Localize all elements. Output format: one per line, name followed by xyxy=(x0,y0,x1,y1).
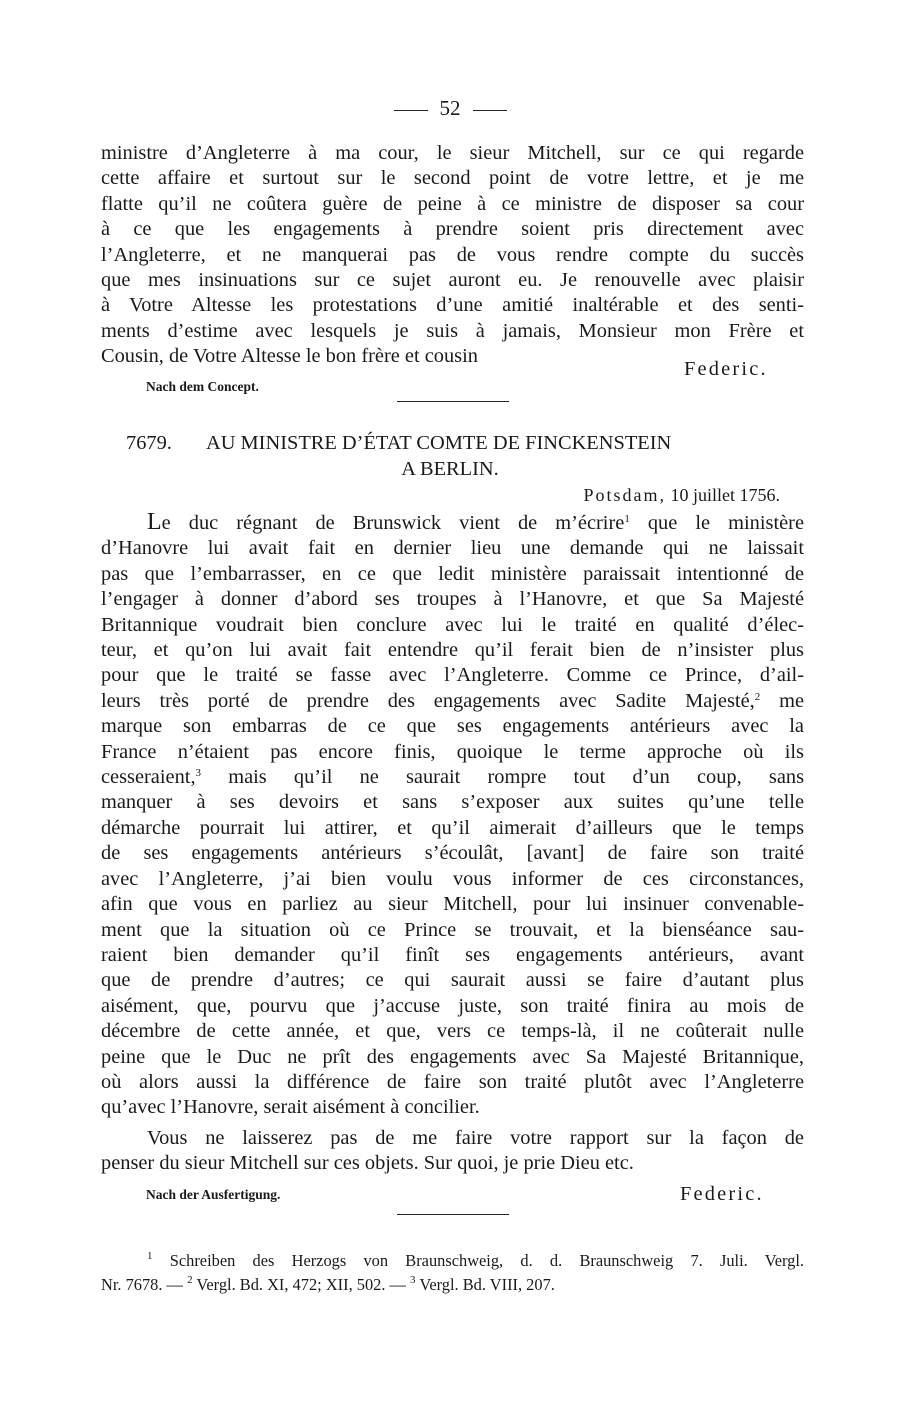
page-number-dash-right xyxy=(473,110,507,111)
text-line: que de prendre d’autres; ce qui saurait aussi se faire d’autant plus xyxy=(101,969,804,992)
initial-letter: L xyxy=(147,509,162,535)
letter2-heading-city: A BERLIN. xyxy=(401,458,499,480)
text-span: e duc régnant de Brunswick vient de m’écrire xyxy=(161,512,625,534)
footnote-marker-2: 2 xyxy=(754,690,761,703)
text-span: que le ministère xyxy=(629,512,804,534)
text-line: que mes insinuations sur ce sujet auront eu. Je renouvelle avec plaisir xyxy=(101,269,804,292)
text-line: teur, et qu’on lui avait fait entendre qu’il ferait bien de n’insister plus xyxy=(101,639,804,662)
text-line: peine que le Duc ne prît des engagements avec Sa Majesté Britannique, xyxy=(101,1045,804,1068)
text-line: raient bien demander qu’il finît ses engagements antérieurs, avant xyxy=(101,943,804,966)
text-line: avec l’Angleterre, j’ai bien voulu vous informer de ces circonstances, xyxy=(101,867,804,890)
letter2-dateline xyxy=(583,483,780,508)
letter2-date: 10 juillet 1756. xyxy=(670,485,780,505)
letter2-place: Potsdam, xyxy=(583,485,666,505)
text-span: cesseraient, xyxy=(101,766,196,789)
text-line: pour que le traité se fasse avec l’Angleterre. Comme ce Prince, d’ail- xyxy=(101,664,804,687)
footnote-number-2: 2 xyxy=(187,1274,193,1286)
text-line: l’Angleterre, et ne manquerai pas de vous rendre compte du succès xyxy=(101,243,804,266)
text-line: Britannique voudrait bien conclure avec lui le traité en qualité d’élec- xyxy=(101,613,804,636)
text-span: mais qu’il ne saurait rompre tout d’un coup, sans xyxy=(201,766,804,789)
text-line: Vous ne laisserez pas de me faire votre rapport sur la façon de xyxy=(147,1127,804,1149)
text-line: décembre de cette année, et que, vers ce temps-là, il ne coûterait nulle xyxy=(101,1020,804,1043)
text-line: ments d’estime avec lesquels je suis à jamais, Monsieur mon Frère et xyxy=(101,319,804,342)
text-line: à ce que les engagements à prendre soient pris directement avec xyxy=(101,218,804,241)
footnotes xyxy=(101,1249,804,1297)
footnote-divider xyxy=(397,1214,509,1215)
text-line: France n’étaient pas encore finis, quoique le terme approche où ils xyxy=(101,740,804,763)
letter2-paragraph-2 xyxy=(101,1126,804,1177)
text-line: d’Hanovre lui avait fait en dernier lieu une demande qui ne laissait xyxy=(101,537,804,560)
text-line: penser du sieur Mitchell sur ces objets. Sur quoi, je prie Dieu etc. xyxy=(101,1152,634,1175)
footnote-marker-1: 1 xyxy=(624,513,630,525)
text-span: leurs très porté de prendre des engagements avec Sadite Majesté, xyxy=(101,689,755,712)
text-line: Cousin, de Votre Altesse le bon frère et cousin xyxy=(101,345,478,368)
text-line: l’engager à donner d’abord ses troupes à l’Hanovre, et que Sa Majesté xyxy=(101,588,804,611)
letter2-heading xyxy=(126,431,786,456)
page-number-value: 52 xyxy=(439,96,461,120)
letter2-paragraph-1 xyxy=(101,510,804,1121)
footnote-number-3: 3 xyxy=(410,1274,416,1286)
letter1-source-note: Nach dem Concept. xyxy=(146,379,259,394)
letter2-source-note: Nach der Ausfertigung. xyxy=(146,1187,281,1202)
page-number xyxy=(0,94,900,122)
text-span: Vergl. Bd. VIII, 207. xyxy=(415,1275,555,1294)
text-line xyxy=(101,689,804,714)
text-line: où alors aussi la différence de faire son traité plutôt avec l’Angleterre xyxy=(101,1070,804,1093)
text-line xyxy=(101,765,804,790)
text-line: ment que la situation où ce Prince se trouvait, et la bienséance sau- xyxy=(101,918,804,941)
footnote-line xyxy=(101,1273,804,1297)
text-line: à Votre Altesse les protestations d’une amitié inaltérable et des senti- xyxy=(101,294,804,317)
text-span: Vergl. Bd. XI, 472; XII, 502. — xyxy=(192,1275,411,1294)
text-line: démarche pourrait lui attirer, et qu’il aimerait d’ailleurs que le temps xyxy=(101,816,804,839)
letter1-body xyxy=(101,141,804,370)
footnote-marker-3: 3 xyxy=(195,767,202,780)
footnote-line xyxy=(101,1249,804,1273)
page-number-dash-left xyxy=(394,110,428,111)
text-line: ministre d’Angleterre à ma cour, le sieur Mitchell, sur ce qui regarde xyxy=(101,142,804,164)
text-span: Nr. 7678. — xyxy=(101,1275,188,1294)
letter2-addressee: AU MINISTRE D’ÉTAT COMTE DE FINCKENSTEIN xyxy=(206,432,672,454)
section-divider xyxy=(397,401,509,402)
text-line: cette affaire et surtout sur le second point de votre lettre, et je me xyxy=(101,167,804,190)
text-line: manquer à ses devoirs et sans s’exposer aux suites qu’une telle xyxy=(101,791,804,814)
text-line: aisément, que, pourvu que j’accuse juste, son traité finira au mois de xyxy=(101,994,804,1017)
text-line: pas que l’embarrasser, en ce que ledit ministère paraissait intentionné de xyxy=(101,562,804,585)
text-line: qu’avec l’Hanovre, serait aisément à concilier. xyxy=(101,1096,480,1119)
footnote-number-1: 1 xyxy=(147,1250,153,1262)
text-line: flatte qu’il ne coûtera guère de peine à ce ministre de disposer sa cour xyxy=(101,192,804,215)
text-line: afin que vous en parliez au sieur Mitchell, pour lui insinuer convenable- xyxy=(101,893,804,916)
letter2-number: 7679. xyxy=(126,432,172,454)
text-line: de ses engagements antérieurs s’écoulât, [avant] de faire son traité xyxy=(101,842,804,865)
text-line: marque son embarras de ce que ses engagements antérieurs avec la xyxy=(101,715,804,738)
letter1-signature: Federic. xyxy=(684,358,768,380)
text-span: Schreiben des Herzogs von Braunschweig, d. d. Braunschweig 7. Juli. Vergl. xyxy=(169,1251,805,1270)
text-span: me xyxy=(760,689,804,712)
letter2-signature: Federic. xyxy=(680,1183,764,1205)
text-line xyxy=(101,510,804,536)
